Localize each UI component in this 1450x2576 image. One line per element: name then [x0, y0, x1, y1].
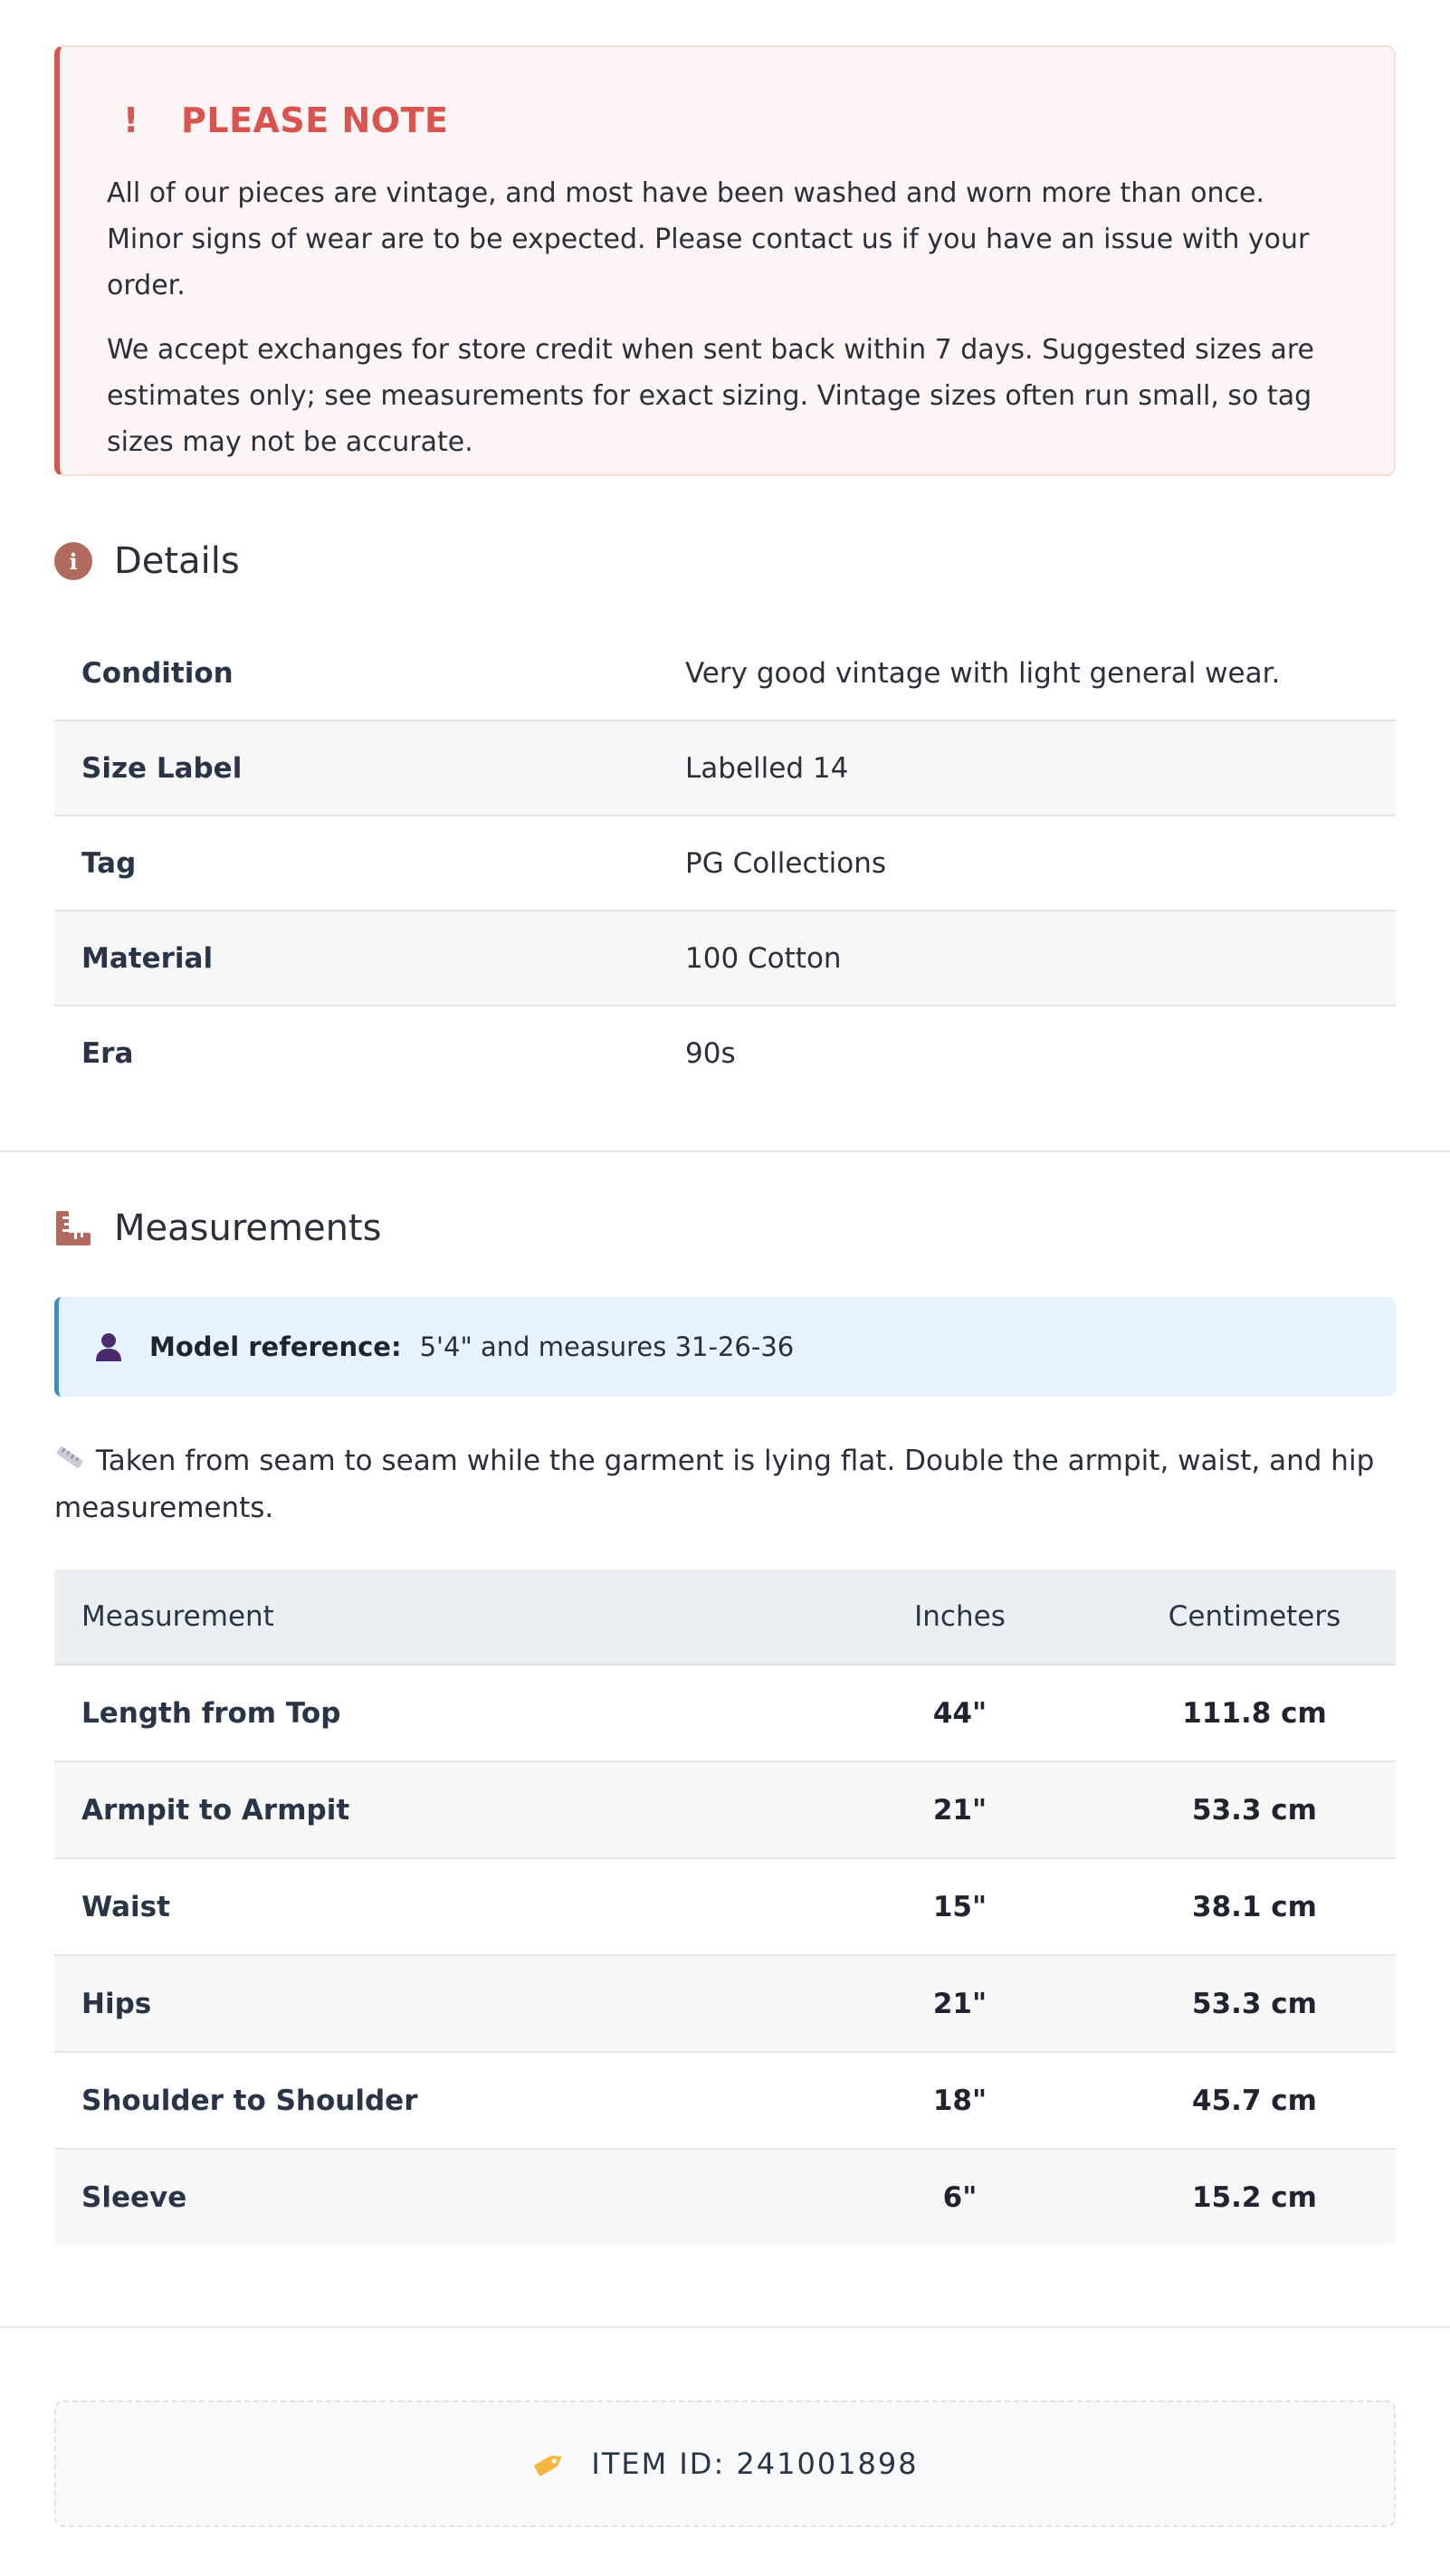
details-table: [54, 626, 1396, 1100]
measurement-inches: 15": [806, 1858, 1113, 1955]
model-reference-box: [54, 1297, 1396, 1397]
table-row: [54, 816, 1396, 911]
detail-label: Condition: [54, 626, 658, 720]
table-row: [54, 1006, 1396, 1100]
detail-value: Very good vintage with light general wear.: [658, 626, 1396, 720]
measurement-cm: 53.3 cm: [1113, 1761, 1396, 1858]
ruler-pencil-icon: [54, 1439, 85, 1485]
column-header: Measurement: [54, 1569, 806, 1665]
measurement-name: Armpit to Armpit: [54, 1761, 806, 1858]
model-reference-value: 5'4" and measures 31-26-36: [419, 1331, 795, 1362]
measurement-cm: 15.2 cm: [1113, 2149, 1396, 2245]
notice-paragraph: All of our pieces are vintage, and most have been washed and worn more than once. Minor signs of wear are to be expected. Please contact us if you have an issue with your order.: [107, 177, 1310, 301]
detail-value: 90s: [685, 1036, 736, 1070]
detail-value: 100 Cotton: [658, 911, 1396, 1006]
measurements-title: Measurements: [114, 1207, 382, 1249]
measurements-table: [54, 1569, 1396, 2245]
table-row: [54, 720, 1396, 816]
measurement-name: Shoulder to Shoulder: [54, 2052, 806, 2149]
measurement-inches: 18": [806, 2052, 1113, 2149]
info-circle-icon: i: [54, 542, 92, 580]
detail-value: Labelled 14: [658, 720, 1396, 816]
item-id-box: [54, 2400, 1396, 2527]
notice-header: [107, 98, 1347, 143]
table-row: [54, 626, 1396, 720]
table-row: [54, 1955, 1396, 2052]
detail-value: PG Collections: [658, 816, 1396, 911]
measurement-inches: 21": [806, 1761, 1113, 1858]
measurement-cm: 45.7 cm: [1113, 2052, 1396, 2149]
detail-label: Size Label: [54, 720, 658, 816]
notice-paragraph: We accept exchanges for store credit when sent back within 7 days. Suggested sizes are estimates only; see measurements for exact sizing. Vintage sizes often run small, so tag sizes may not be accurate.: [107, 334, 1315, 458]
ruler-icon: [54, 1209, 92, 1247]
measurement-name: Sleeve: [54, 2149, 806, 2245]
details-heading: [54, 534, 1396, 588]
measurement-inches: 21": [806, 1955, 1113, 2052]
measurements-heading: [54, 1201, 1396, 1255]
detail-label: Tag: [54, 816, 658, 911]
table-header-row: [54, 1569, 1396, 1665]
measurement-name: Length from Top: [54, 1665, 806, 1761]
measurement-cm: 53.3 cm: [1113, 1955, 1396, 2052]
details-title: Details: [114, 540, 240, 582]
measurement-cm: 111.8 cm: [1113, 1665, 1396, 1761]
tag-icon: [531, 2448, 568, 2479]
measurement-inches: 6": [806, 2149, 1113, 2245]
table-row: [54, 1761, 1396, 1858]
table-row: [54, 2052, 1396, 2149]
item-id-text: ITEM ID: 241001898: [591, 2447, 919, 2481]
detail-label: Material: [54, 911, 658, 1006]
measurement-note-text: Taken from seam to seam while the garment is lying flat. Double the armpit, waist, and hip measurements.: [54, 1445, 1375, 1524]
table-row: [54, 1858, 1396, 1955]
notice-title: PLEASE NOTE: [181, 100, 449, 140]
person-icon: [93, 1331, 124, 1362]
measurement-name: Hips: [54, 1955, 806, 2052]
column-header: Centimeters: [1113, 1569, 1396, 1665]
table-row: [54, 1665, 1396, 1761]
notice-box: [54, 45, 1396, 476]
measurement-name: Waist: [54, 1858, 806, 1955]
measurement-note: [54, 1438, 1396, 1531]
model-reference-label: Model reference:: [149, 1331, 402, 1362]
measurement-cm: 38.1 cm: [1113, 1858, 1396, 1955]
table-row: [54, 2149, 1396, 2245]
table-row: [54, 911, 1396, 1006]
detail-label: Era: [81, 1036, 134, 1070]
exclamation-icon: !: [123, 100, 139, 140]
measurement-inches: 44": [806, 1665, 1113, 1761]
section-divider: [0, 1150, 1450, 1152]
column-header: Inches: [806, 1569, 1113, 1665]
